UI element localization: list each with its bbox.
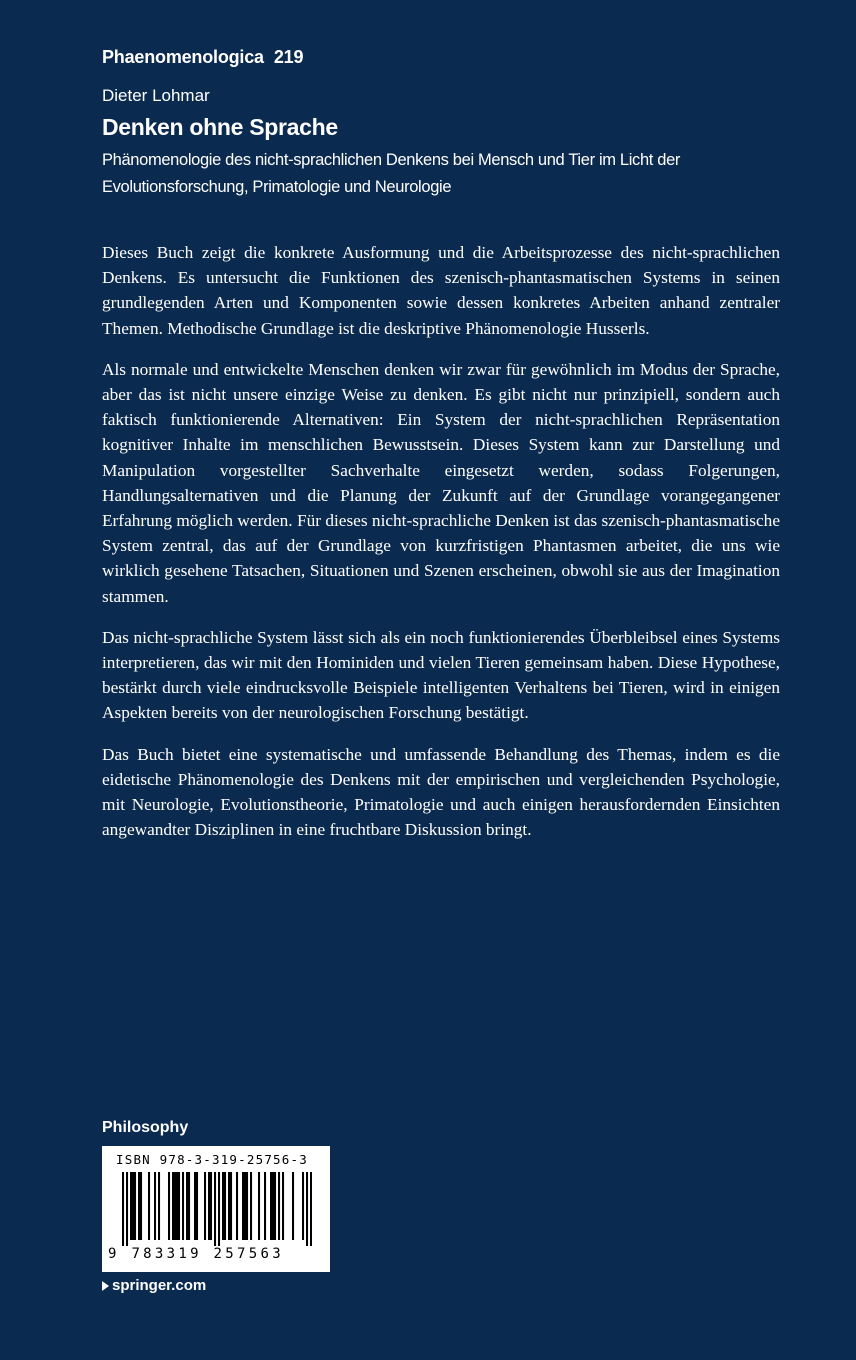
barcode-bar [132,1172,134,1240]
arrow-right-icon [102,1281,109,1291]
barcode-bar [218,1172,220,1246]
barcode-bar [270,1172,272,1240]
barcode-bar [178,1172,180,1240]
barcode-bar [244,1172,246,1240]
barcode-bar [230,1172,232,1240]
barcode-bar [250,1172,252,1240]
barcode-bar [210,1172,212,1240]
barcode-bar [134,1172,136,1240]
barcode-bar [172,1172,174,1240]
category-label: Philosophy [102,1119,189,1136]
barcode-bar [194,1172,196,1240]
barcode-bar [292,1172,294,1240]
barcode-bar [182,1172,184,1240]
barcode-bar [126,1172,128,1246]
barcode-bar [138,1172,140,1240]
barcode-bar [158,1172,160,1240]
author-name: Dieter Lohmar [102,86,210,105]
barcode-bar [208,1172,210,1240]
barcode-bar [258,1172,260,1240]
series-name: Phaenomenologica [102,47,264,67]
barcode-bar [282,1172,284,1240]
barcode-icon [122,1172,312,1246]
barcode-bar [122,1172,124,1246]
book-subtitle: Phänomenologie des nicht-sprachlichen Denkens bei Mensch und Tier im Licht der Evolutionsforschung, Primatologie und Neurologie [102,151,681,196]
blurb-paragraph: Dieses Buch zeigt die konkrete Ausformung und die Arbeitsprozesse des nicht-sprachlichen Denkens. Es untersucht die Funktionen des szenisch-phantasmatischen Systems in seinen grundlegenden Arten und Komponenten sowie dessen konkretes Arbeiten anhand zentraler Themen. Methodische Grundlage ist die deskriptive Phänomenologie Husserls. [102,243,780,338]
barcode-bar [154,1172,156,1240]
barcode-bar [246,1172,248,1240]
barcode-bar [174,1172,176,1240]
blurb-paragraph: Als normale und entwickelte Menschen denken wir zwar für gewöhnlich im Modus der Sprache, aber das ist nicht unsere einzige Weise zu denken. Es gibt nicht nur prinzipiell, sondern auch faktisch funktionierende Alternativen: Ein System der nicht-sprachlichen Repräsentation kognitiver Inhalte im menschlichen Bewusstsein. Dieses System kann zur Darstellung und Manipulation vorgestellter Sachverhalte eingesetzt werden, sodass Folgerungen, Handlungsalternativen und die Planung der Zukunft auf der Grundlage vorangegangener Erfahrung möglich werden. Für dieses nicht-sprachliche Denken ist das szenisch-phantasmatische System zentral, das auf der Grundlage von kurzfristigen Phantasmen arbeitet, die uns wie wirklich gesehene Tatsachen, Situationen und Szenen erscheinen, obwohl sie aus der Imagination stammen. [102,359,780,606]
isbn-barcode-box [102,1146,330,1272]
barcode-bar [274,1172,276,1240]
barcode-bar [204,1172,206,1240]
barcode-bar [242,1172,244,1240]
barcode-bar [222,1172,224,1240]
barcode-bar [186,1172,188,1240]
barcode-bar [224,1172,226,1240]
blurb [102,240,780,858]
ean-digits: 9 783319 257563 [108,1246,284,1262]
publisher-url: springer.com [112,1277,207,1294]
barcode-bar [176,1172,178,1240]
barcode-bar [236,1172,238,1240]
book-title: Denken ohne Sprache [102,114,338,140]
series-volume: 219 [273,47,304,67]
barcode-bar [196,1172,198,1240]
barcode-bar [148,1172,150,1240]
blurb-paragraph: Das nicht-sprachliche System lässt sich als ein noch funktionierendes Überbleibsel eines Systems interpretieren, das wir mit den Hominiden und vielen Tieren gemeinsam haben. Diese Hypothese, bestärkt durch viele eindrucksvolle Beispiele intelligenten Verhaltens bei Tieren, wird in einigen Aspekten bereits von der neurologischen Forschung bestätigt. [102,627,780,723]
barcode-bar [140,1172,142,1240]
barcode-bar [272,1172,274,1240]
isbn-label: ISBN 978-3-319-25756-3 [116,1152,308,1167]
barcode-bar [310,1172,312,1246]
barcode-bar [130,1172,132,1240]
barcode-bar [302,1172,304,1240]
barcode-bar [188,1172,190,1240]
barcode-bar [264,1172,266,1240]
barcode-bar [214,1172,216,1246]
barcode-bar [228,1172,230,1240]
publisher-link[interactable] [102,1277,206,1294]
barcode-bar [278,1172,280,1240]
barcode-bar [168,1172,170,1240]
series-line [102,47,303,68]
blurb-paragraph: Das Buch bietet eine systematische und umfassende Behandlung des Themas, indem es die eidetische Phänomenologie des Denkens mit der empirischen und vergleichenden Psychologie, mit Neurologie, Evolutionstheorie, Primatologie und auch einigen herausfordernden Einsichten angewandter Disziplinen in eine fruchtbare Diskussion bringt. [102,744,780,840]
barcode-bar [306,1172,308,1246]
